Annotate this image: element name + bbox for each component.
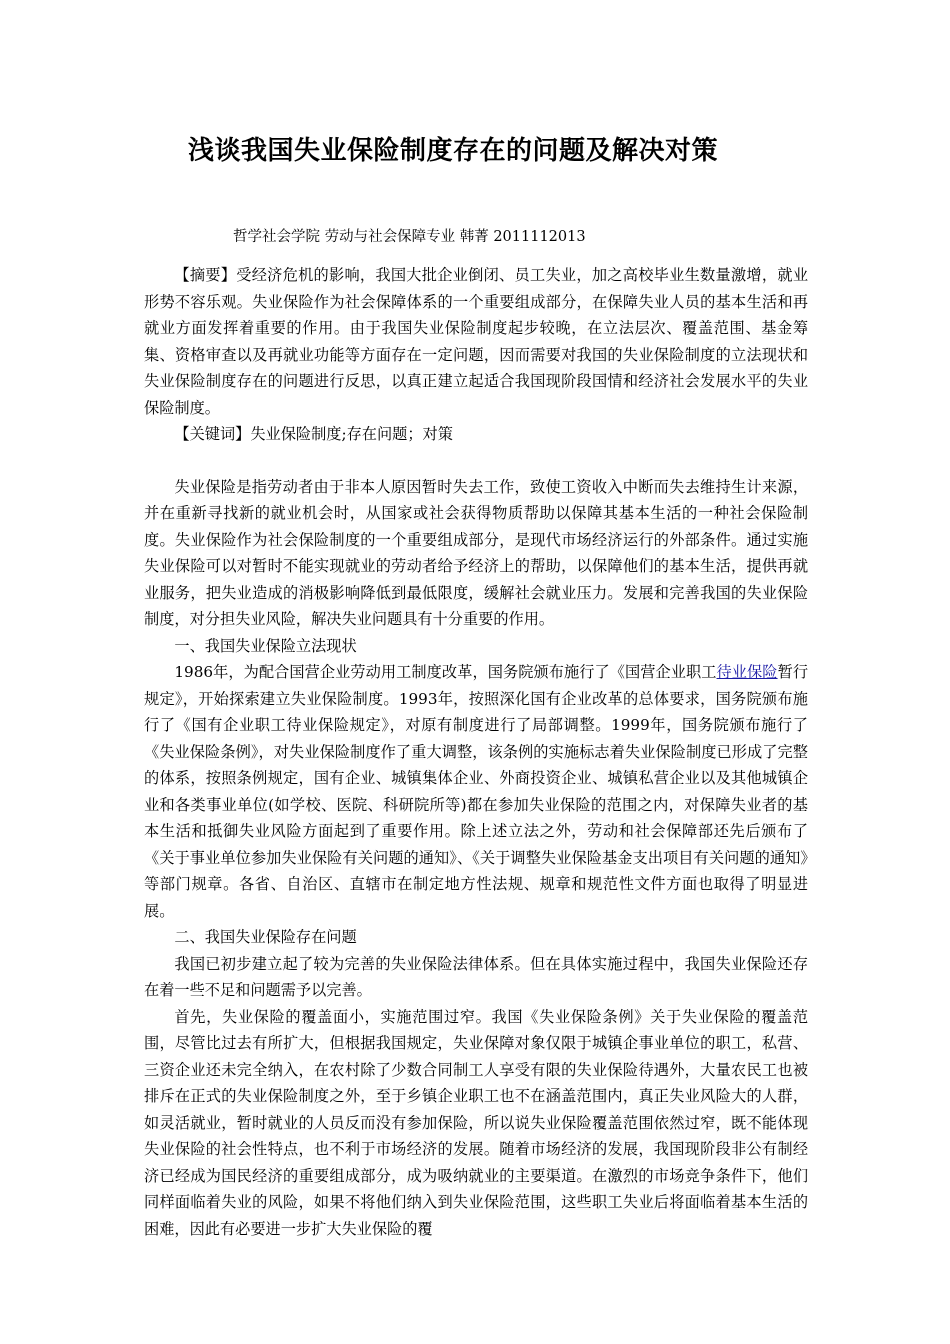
intro-paragraph: 失业保险是指劳动者由于非本人原因暂时失去工作，致使工资收入中断而失去维持生计来源，并在重新寻找新的就业机会时，从国家或社会获得物质帮助以保障其基本生活的一种社会保险制度。失业保险作为社会保险制度的一个重要组成部分，是现代市场经济运行的外部条件。通过实施失业保险可以对暂时不能实现就业的劳动者给予经济上的帮助，以保障他们的基本生活，提供再就业服务，把失业造成的消极影响降低到最低限度，缓解社会就业压力。发展和完善我国的失业保险制度，对分担失业风险，解决失业问题具有十分重要的作用。 <box>144 477 808 628</box>
unemployment-insurance-link[interactable]: 待业保险 <box>716 663 778 681</box>
section1-heading: 一、我国失业保险立法现状 <box>174 636 357 655</box>
abstract-paragraph: 【摘要】受经济危机的影响，我国大批企业倒闭、员工失业，加之高校毕业生数量激增，就业形势不容乐观。失业保险作为社会保障体系的一个重要组成部分，在保障失业人员的基本生活和再就业方面发挥着重要的作用。由于我国失业保险制度起步较晚，在立法层次、覆盖范围、基金筹集、资格审查以及再就业功能等方面存在一定问题，因而需要对我国的失业保险制度的立法现状和失业保险制度存在的问题进行反思，以真正建立起适合我国现阶段国情和经济社会发展水平的失业保险制度。 <box>144 266 808 417</box>
keywords-paragraph: 【关键词】失业保险制度;存在问题；对策 <box>174 425 453 443</box>
section1-paragraph <box>144 659 808 924</box>
section1-text-end: 暂行规定》，开始探索建立失业保险制度。1993年，按照深化国有企业改革的总体要求，国务院颁布施行了《国有企业职工待业保险规定》，对原有制度进行了局部调整。1999年，国务院颁布施行了《失业保险条例》，对失业保险制度作了重大调整，该条例的实施标志着失业保险制度已形成了完整的体系，按照条例规定，国有企业、城镇集体企业、外商投资企业、城镇私营企业以及其他城镇企业和各类事业单位(如学校、医院、科研院所等)都在参加失业保险的范围之内，对保障失业者的基本生活和抵御失业风险方面起到了重要作用。除上述立法之外，劳动和社会保障部还先后颁布了《关于事业单位参加失业保险有关问题的通知》、《关于调整失业保险基金支出项目有关问题的通知》等部门规章。各省、自治区、直辖市在制定地方性法规、规章和规范性文件方面也取得了明显进展。 <box>144 663 809 920</box>
paper-body <box>144 262 808 1242</box>
section2-first-paragraph: 首先，失业保险的覆盖面小，实施范围过窄。我国《失业保险条例》关于失业保险的覆盖范围，尽管比过去有所扩大，但根据我国规定，失业保障对象仅限于城镇企事业单位的职工，私营、三资企业还未完全纳入，在农村除了少数合同制工人享受有限的失业保险待遇外，大量农民工也被排斥在正式的失业保险制度之外，至于乡镇企业职工也不在涵盖范围内，真正失业风险大的人群，如灵活就业，暂时就业的人员反而没有参加保险，所以说失业保险覆盖范围依然过窄，既不能体现失业保险的社会性特点，也不利于市场经济的发展。随着市场经济的发展，我国现阶段非公有制经济已经成为国民经济的重要组成部分，成为吸纳就业的主要渠道。在激烈的市场竞争条件下，他们同样面临着失业的风险，如果不将他们纳入到失业保险范围，这些职工失业后将面临着基本生活的困难，因此有必要进一步扩大失业保险的覆 <box>144 1007 808 1238</box>
section2-intro-paragraph: 我国已初步建立起了较为完善的失业保险法律体系。但在具体实施过程中，我国失业保险还存在着一些不足和问题需予以完善。 <box>144 954 808 999</box>
author-line: 哲学社会学院 劳动与社会保障专业 韩菁 2011112013 <box>233 229 586 245</box>
section2-heading: 二、我国失业保险存在问题 <box>174 928 357 946</box>
paper-title: 浅谈我国失业保险制度存在的问题及解决对策 <box>187 136 718 166</box>
section1-text-start: 1986年，为配合国营企业劳动用工制度改革，国务院颁布施行了《国营企业职工 <box>174 663 717 681</box>
